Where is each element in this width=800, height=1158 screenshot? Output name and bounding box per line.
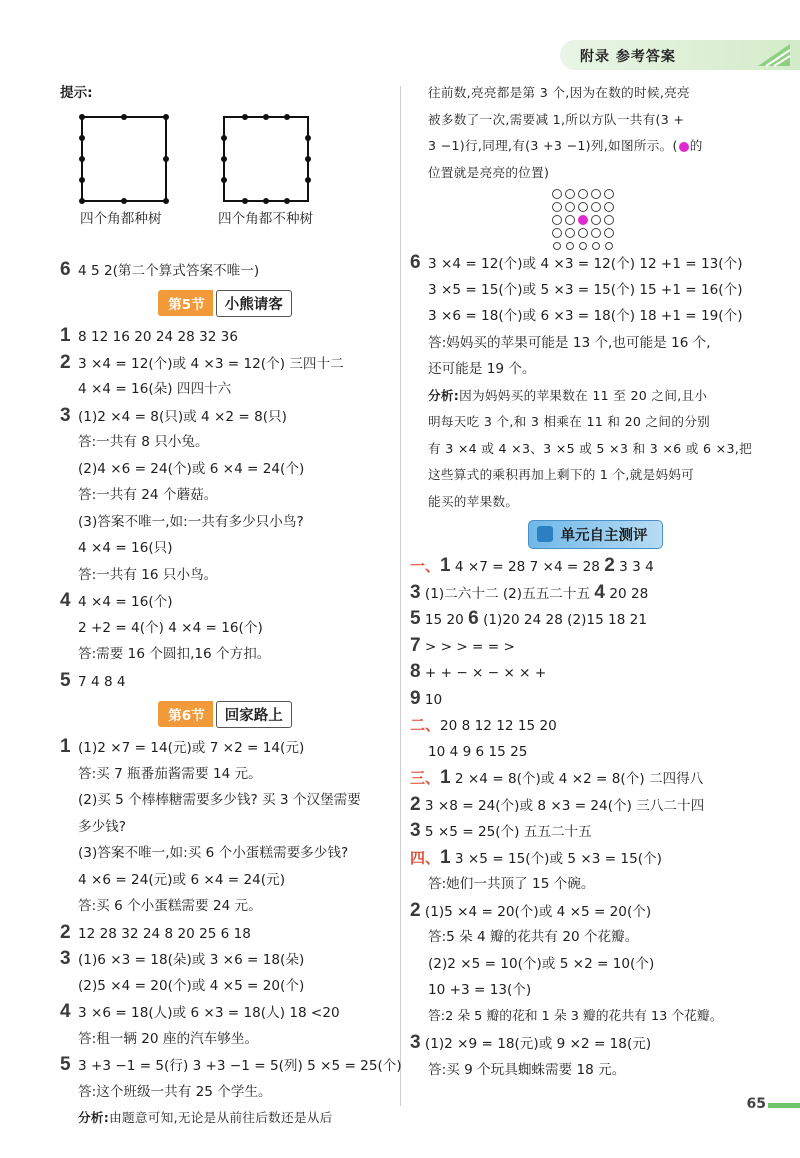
answer-line: 2 3 ×4 = 12(个)或 4 ×3 = 12(个) 三四十二 [60,350,390,377]
answer-line: 8 + + − × − × × + [410,661,547,682]
section-header [60,285,390,321]
figure-caption: 四个角都不种树 [218,210,314,227]
question-number: 1 [60,736,71,757]
answer-line: 答:一共有 16 只小鸟。 [78,566,218,583]
question-number: 6 [60,258,71,280]
question-number: 3 [60,948,71,969]
answer-line: 3 (1)二六十二 (2)五五二十五 4 20 28 [410,581,649,603]
section-title: 小熊请客 [216,290,292,317]
question-number: 1 [440,767,451,788]
answer-line: 2 3 ×8 = 24(个)或 8 ×3 = 24(个) 三八二十四 [410,793,705,815]
highlight-dot-icon [679,142,689,152]
question-number: 4 [594,581,605,603]
answer-line: 3 (1)2 ×4 = 8(只)或 4 ×2 = 8(只) [60,403,390,430]
section-badge: 第5节 [158,290,212,316]
answer-line: 1 8 12 16 20 24 28 32 36 [60,323,390,350]
question-number: 2 [604,555,615,576]
question-number: 2 [60,921,71,943]
answer-line: 答:买 7 瓶番茄酱需要 14 元。 [78,765,262,782]
tree-diagrams [60,107,390,257]
analysis-line: 明每天吃 3 个,和 3 相乘在 11 和 20 之间的分别 [428,414,711,429]
answer-line: 5 15 20 6 (1)20 24 28 (2)15 18 21 [410,608,647,629]
question-number: 1 [440,555,451,576]
answer-line: 4 ×4 = 16(朵) 四四十六 [78,381,232,397]
answer-line: (2)4 ×6 = 24(个)或 6 ×4 = 24(个) [78,460,305,477]
answer-line: 4 ×4 = 16(只) [78,540,173,556]
question-number: 5 [410,608,421,629]
answer-line: (2)2 ×5 = 10(个)或 5 ×2 = 10(个) [428,955,655,972]
header-title: 附录 参考答案 [580,49,676,65]
dot-grid [410,186,780,250]
answer-line: 3 ×6 = 18(个)或 6 ×3 = 18(个) 18 +1 = 19(个) [428,308,743,324]
answer-line: 7 > > > = = > [410,634,515,656]
answer-line: 一、1 4 ×7 = 28 7 ×4 = 28 2 3 3 4 [410,555,654,576]
leaf-decoration-icon [754,42,794,68]
question-number: 7 [410,634,421,656]
answer-line: 答:买 9 个玩具蜘蛛需要 18 元。 [428,1061,626,1078]
analysis-line: 被多数了一次,需要减 1,所以方队一共有(3 + [428,111,685,127]
left-column [60,80,402,1132]
question-number: 2 [410,899,421,921]
answer-line: 答:租一辆 20 座的汽车够坐。 [78,1030,259,1047]
figure-caption: 四个角都种树 [80,210,162,227]
answer-line: 答:妈妈买的苹果可能是 13 个,也可能是 16 个, [428,334,711,351]
answer-line: 答:买 6 个小蛋糕需要 24 元。 [78,898,262,914]
answer-line: 多少钱? [78,818,126,835]
analysis-line: 往前数,亮亮都是第 3 个,因为在数的时候,亮亮 [428,85,690,100]
answer-line: 3 5 ×5 = 25(个) 五五二十五 [410,820,592,841]
page-number: 65 [746,1096,766,1112]
answer-line: 10 +3 = 13(个) [428,982,532,998]
answer-line: 还可能是 19 个。 [428,361,536,377]
analysis-line: 分析:由题意可知,无论是从前往后数还是从后 [78,1110,333,1125]
answer-line: 6 4 5 2(第二个算式答案不唯一) [60,257,390,284]
chart-icon [537,526,553,542]
analysis-line: 这些算式的乘积再加上剩下的 1 个,就是妈妈可 [428,467,695,482]
question-number: 5 [60,1054,71,1075]
analysis-line: 能买的苹果数。 [428,493,519,509]
answer-line: 答:需要 16 个圆扣,16 个方扣。 [78,646,271,662]
answer-line: 2 +2 = 4(个) 4 ×4 = 16(个) [78,619,263,636]
section-title: 回家路上 [216,701,292,728]
answer-line: 6 3 ×4 = 12(个)或 4 ×3 = 12(个) 12 +1 = 13(个) [410,250,780,277]
answer-line: 10 4 9 6 15 25 [428,743,528,760]
answer-line: (3)答案不唯一,如:一共有多少只小鸟? [78,513,304,530]
answer-line: 4 4 ×4 = 16(个) [60,588,390,615]
question-number: 3 [60,404,71,426]
question-number: 9 [410,687,421,709]
page-header-tab [560,40,800,70]
answer-line: 4 3 ×6 = 18(人)或 6 ×3 = 18(人) 18 <20 [60,999,390,1026]
answer-line: 三、1 2 ×4 = 8(个)或 4 ×2 = 8(个) 二四得八 [410,767,704,788]
question-number: 1 [440,846,451,868]
section-badge: 第6节 [158,701,212,727]
answer-line: (2)5 ×4 = 20(个)或 4 ×5 = 20(个) [78,977,305,994]
answer-line: 答:5 朵 4 瓣的花共有 20 个花瓣。 [428,929,639,945]
answer-line: 5 3 +3 −1 = 5(行) 3 +3 −1 = 5(列) 5 ×5 = 25(个) [60,1052,390,1079]
analysis-line: 位置就是亮亮的位置) [428,164,550,180]
column-divider [400,86,401,1106]
answer-line: 5 7 4 8 4 [60,668,390,695]
question-number: 3 [410,820,421,841]
answer-line: 答:一共有 8 只小兔。 [78,434,209,450]
question-number: 6 [410,252,421,273]
tree-squares-figure [60,107,390,217]
unit-test-header [410,517,780,551]
unit-title: 单元自主测评 [560,527,648,544]
hint-label: 提示: [60,85,93,101]
dot-grid-figure [410,186,780,250]
question-number: 3 [410,581,421,603]
question-number: 4 [60,590,71,611]
analysis-line: 有 3 ×4 或 4 ×3、3 ×5 或 5 ×3 和 3 ×6 或 6 ×3,把 [428,440,752,456]
section-header [60,696,390,732]
answer-line: 答:一共有 24 个蘑菇。 [78,487,218,503]
question-number: 2 [410,793,421,815]
question-number: 5 [60,669,71,691]
question-number: 1 [60,325,71,346]
answer-line: 答:2 朵 5 瓣的花和 1 朵 3 瓣的花共有 13 个花瓣。 [428,1008,723,1024]
analysis-line: 3 −1)行,同理,有(3 +3 −1)列,如图所示。( 的 [428,138,703,153]
answer-line: 四、1 3 ×5 = 15(个)或 5 ×3 = 15(个) [410,846,662,868]
answer-line: 3 ×5 = 15(个)或 5 ×3 = 15(个) 15 +1 = 16(个) [428,281,743,298]
page-number-bar [768,1103,800,1108]
question-number: 6 [468,608,479,629]
answer-line: 2 (1)5 ×4 = 20(个)或 4 ×5 = 20(个) [410,899,652,921]
answer-line: 3 (1)2 ×9 = 18(元)或 9 ×2 = 18(元) [410,1032,652,1053]
answer-line: 答:这个班级一共有 25 个学生。 [78,1083,272,1100]
answer-line: 9 10 [410,687,443,709]
question-number: 4 [60,1001,71,1022]
answer-line: 二、20 8 12 12 15 20 [410,716,557,734]
answer-line: 答:她们一共顶了 15 个碗。 [428,876,595,892]
answer-line: 1 (1)2 ×7 = 14(元)或 7 ×2 = 14(元) [60,734,390,761]
question-number: 3 [410,1032,421,1053]
answer-line: (3)答案不唯一,如:买 6 个小蛋糕需要多少钱? [78,845,349,861]
answer-line: 3 (1)6 ×3 = 18(朵)或 3 ×6 = 18(朵) [60,946,390,973]
analysis-line: 分析:因为妈妈买的苹果数在 11 至 20 之间,且小 [428,387,708,403]
answer-line: (2)买 5 个棒棒糖需要多少钱? 买 3 个汉堡需要 [78,792,361,808]
answer-line: 4 ×6 = 24(元)或 6 ×4 = 24(元) [78,871,285,888]
answer-line: 2 12 28 32 24 8 20 25 6 18 [60,920,390,947]
question-number: 2 [60,351,71,373]
question-number: 8 [410,661,421,682]
right-column [410,80,780,1083]
